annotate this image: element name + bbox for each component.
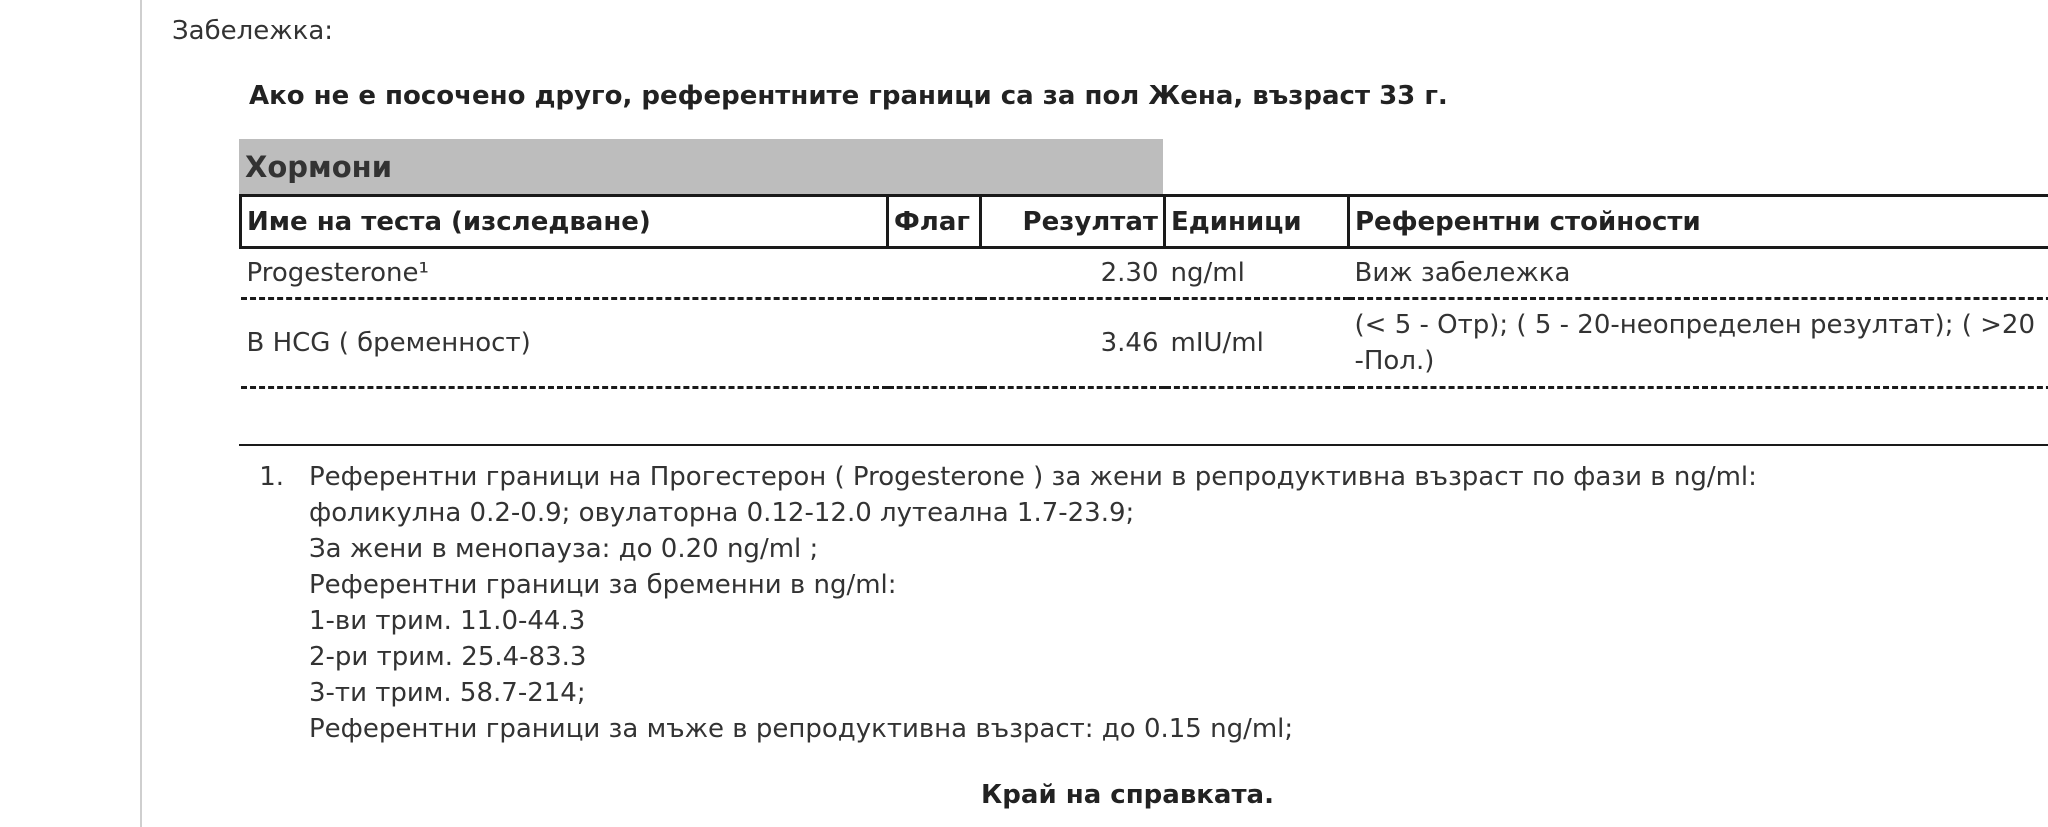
column-header-name: Име на теста (изследване) [241,196,888,248]
footnote-line: Референтни граници на Прогестерон ( Progesterone ) за жени в репродуктивна възраст по фази в ng/ml: [309,462,1757,492]
footnote-line: Референтни граници за бременни в ng/ml: [309,570,897,600]
footnote-text [309,459,1757,747]
table-row [241,299,2048,388]
table-row [241,248,2048,299]
note-label: Забележка: [172,16,334,46]
footnote-line: фоликулна 0.2-0.9; овулаторна 0.12-12.0 лутеална 1.7-23.9; [309,498,1135,528]
footnotes [258,459,1757,747]
footnote-line: 2-ри трим. 25.4-83.3 [309,642,587,672]
flag-cell [888,248,981,299]
test-name-cell: B HCG ( бременност) [241,299,888,388]
units-cell: ng/ml [1165,248,1349,299]
results-table [239,194,2048,389]
reference-cell: Виж забележка [1349,248,2048,299]
footnote-line: За жени в менопауза: до 0.20 ng/ml ; [309,534,819,564]
section-divider [239,444,2048,446]
column-header-units: Единици [1165,196,1349,248]
footnote-line: 1-ви трим. 11.0-44.3 [309,606,586,636]
table-header-row [241,196,2048,248]
column-header-flag: Флаг [888,196,981,248]
result-cell: 3.46 [981,299,1165,388]
column-header-reference: Референтни стойности [1349,196,2048,248]
units-cell: mIU/ml [1165,299,1349,388]
result-cell: 2.30 [981,248,1165,299]
reference-range-note: Ако не е посочено друго, референтните граници са за пол Жена, възраст 33 г. [249,81,1448,111]
footnote-number: 1. [259,462,284,492]
left-margin-rule [140,0,142,827]
end-of-report: Край на справката. [981,780,1274,810]
section-title: Хормони [239,139,1163,195]
flag-cell [888,299,981,388]
test-name-cell: Progesterone¹ [241,248,888,299]
footnote-line: 3-ти трим. 58.7-214; [309,678,586,708]
reference-cell: (< 5 - Отр); ( 5 - 20-неопределен резултат); ( >20 -Пол.) [1349,299,2048,388]
footnote-line: Референтни граници за мъже в репродуктивна възраст: до 0.15 ng/ml; [309,714,1294,744]
column-header-result: Резултат [981,196,1165,248]
